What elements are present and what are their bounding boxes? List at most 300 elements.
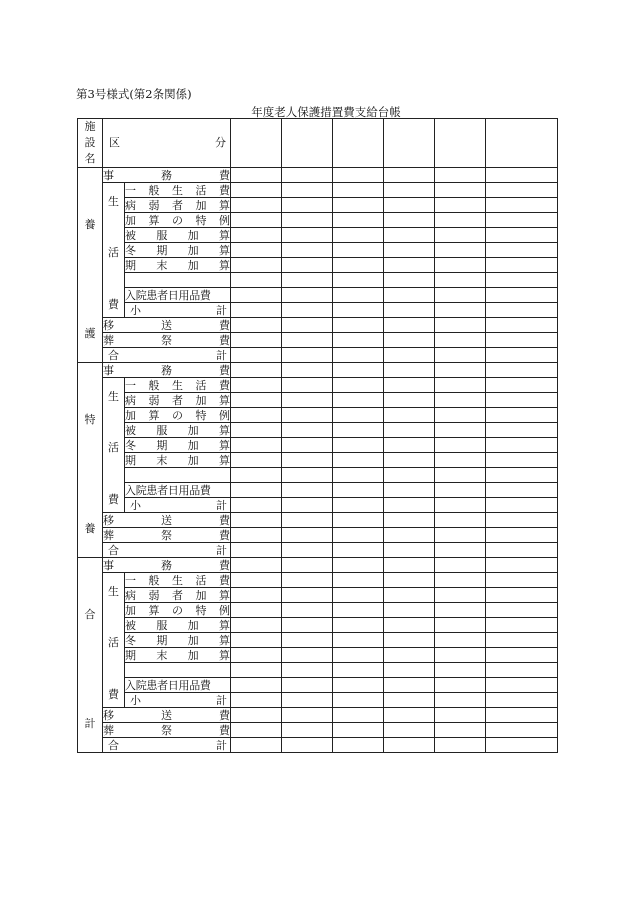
item-transport: 移送費 [103, 513, 230, 527]
value-cell[interactable] [231, 423, 282, 438]
value-cell[interactable] [333, 258, 384, 273]
value-cell[interactable] [333, 543, 384, 558]
value-cell[interactable] [486, 198, 558, 213]
table-row [78, 618, 558, 633]
value-cell[interactable] [282, 438, 333, 453]
value-cell[interactable] [384, 393, 435, 408]
value-cell[interactable] [384, 333, 435, 348]
value-cell[interactable] [486, 438, 558, 453]
table-row [78, 333, 558, 348]
value-cell[interactable] [486, 408, 558, 423]
value-cell[interactable] [384, 423, 435, 438]
item-total [103, 543, 231, 558]
value-cell[interactable] [231, 543, 282, 558]
value-cell[interactable] [486, 378, 558, 393]
value-cell[interactable] [486, 513, 558, 528]
value-cell[interactable] [384, 273, 435, 288]
value-cell[interactable] [282, 243, 333, 258]
value-cell[interactable] [435, 168, 486, 183]
value-cell[interactable] [231, 633, 282, 648]
value-cell[interactable] [486, 663, 558, 678]
value-cell[interactable] [435, 303, 486, 318]
value-cell[interactable] [333, 723, 384, 738]
value-cell[interactable] [231, 468, 282, 483]
value-cell[interactable] [231, 378, 282, 393]
item-transport: 移送費 [103, 318, 230, 332]
value-cell[interactable] [282, 738, 333, 753]
value-cell[interactable] [435, 588, 486, 603]
value-cell[interactable] [333, 513, 384, 528]
section-label [78, 168, 103, 363]
value-cell[interactable] [282, 648, 333, 663]
value-cell[interactable] [486, 483, 558, 498]
value-cell[interactable] [486, 678, 558, 693]
value-cell[interactable] [282, 288, 333, 303]
value-cell[interactable] [333, 183, 384, 198]
value-cell[interactable] [486, 618, 558, 633]
value-cell[interactable] [384, 288, 435, 303]
value-cell[interactable] [282, 318, 333, 333]
value-cell[interactable] [333, 423, 384, 438]
total-right: 計 [216, 739, 227, 752]
value-cell[interactable] [282, 393, 333, 408]
value-cell[interactable] [384, 438, 435, 453]
table-row [78, 288, 558, 303]
value-cell[interactable] [282, 228, 333, 243]
value-cell[interactable] [486, 573, 558, 588]
value-cell[interactable] [231, 453, 282, 468]
value-cell[interactable] [435, 723, 486, 738]
value-cell[interactable] [231, 618, 282, 633]
value-cell[interactable] [231, 348, 282, 363]
item-funeral: 葬祭費 [103, 723, 230, 737]
value-cell[interactable] [486, 693, 558, 708]
value-cell[interactable] [435, 513, 486, 528]
value-cell[interactable] [384, 588, 435, 603]
value-cell[interactable] [333, 603, 384, 618]
section-label-char: 護 [84, 327, 96, 340]
value-cell[interactable] [486, 498, 558, 513]
section-label-char: 合 [84, 608, 96, 621]
item-funeral: 葬祭費 [103, 333, 230, 347]
value-cell[interactable] [384, 378, 435, 393]
value-cell[interactable] [333, 273, 384, 288]
value-cell[interactable] [231, 183, 282, 198]
value-cell[interactable] [435, 318, 486, 333]
value-cell[interactable] [486, 303, 558, 318]
value-cell[interactable] [333, 333, 384, 348]
table-row [78, 228, 558, 243]
table-row [78, 648, 558, 663]
value-cell[interactable] [231, 258, 282, 273]
value-cell[interactable] [231, 168, 282, 183]
value-cell[interactable] [486, 723, 558, 738]
value-cell[interactable] [282, 513, 333, 528]
value-cell[interactable] [435, 663, 486, 678]
value-cell[interactable] [231, 663, 282, 678]
value-cell[interactable] [231, 318, 282, 333]
value-cell[interactable] [231, 333, 282, 348]
value-cell[interactable] [435, 333, 486, 348]
header-row [78, 119, 558, 168]
table-row [78, 543, 558, 558]
subtotal-right: 計 [216, 499, 227, 512]
value-cell[interactable] [435, 228, 486, 243]
item-addition-special: 加算の特例 [125, 603, 230, 617]
value-cell[interactable] [231, 588, 282, 603]
value-cell[interactable] [435, 633, 486, 648]
item-blank [125, 663, 231, 678]
value-cell[interactable] [384, 528, 435, 543]
value-cell[interactable] [282, 693, 333, 708]
value-cell[interactable] [231, 303, 282, 318]
table-row [78, 213, 558, 228]
value-cell[interactable] [435, 198, 486, 213]
value-cell[interactable] [231, 288, 282, 303]
value-cell[interactable] [282, 183, 333, 198]
value-cell[interactable] [486, 588, 558, 603]
value-cell[interactable] [435, 378, 486, 393]
value-cell[interactable] [486, 183, 558, 198]
value-cell[interactable] [231, 198, 282, 213]
value-cell[interactable] [333, 453, 384, 468]
value-cell[interactable] [384, 408, 435, 423]
value-cell[interactable] [486, 258, 558, 273]
value-cell[interactable] [435, 573, 486, 588]
value-cell[interactable] [282, 483, 333, 498]
total-left: 合 [108, 739, 119, 752]
value-cell[interactable] [231, 213, 282, 228]
value-cell[interactable] [435, 363, 486, 378]
value-cell[interactable] [333, 633, 384, 648]
value-cell[interactable] [333, 228, 384, 243]
table-row [78, 498, 558, 513]
value-cell[interactable] [435, 648, 486, 663]
value-cell[interactable] [282, 603, 333, 618]
value-cell[interactable] [282, 423, 333, 438]
value-cell[interactable] [486, 363, 558, 378]
value-cell[interactable] [282, 348, 333, 363]
value-cell[interactable] [231, 648, 282, 663]
value-cell[interactable] [435, 543, 486, 558]
value-cell[interactable] [231, 513, 282, 528]
value-cell[interactable] [435, 393, 486, 408]
item-winter-addition: 冬期加算 [125, 243, 230, 257]
value-cell[interactable] [384, 483, 435, 498]
value-cell[interactable] [282, 573, 333, 588]
value-cell[interactable] [333, 573, 384, 588]
value-cell[interactable] [333, 678, 384, 693]
item-subtotal [125, 693, 231, 708]
item-clothing-addition: 被服加算 [125, 618, 230, 632]
value-cell[interactable] [231, 273, 282, 288]
value-cell[interactable] [435, 498, 486, 513]
value-cell[interactable] [333, 468, 384, 483]
value-cell[interactable] [435, 453, 486, 468]
value-cell[interactable] [231, 738, 282, 753]
value-cell[interactable] [231, 693, 282, 708]
value-cell[interactable] [282, 258, 333, 273]
value-cell[interactable] [333, 393, 384, 408]
table-row [78, 453, 558, 468]
value-cell[interactable] [384, 573, 435, 588]
value-cell[interactable] [231, 708, 282, 723]
value-cell[interactable] [435, 618, 486, 633]
table-row [78, 693, 558, 708]
value-cell[interactable] [486, 168, 558, 183]
value-cell[interactable] [333, 243, 384, 258]
value-cell[interactable] [231, 483, 282, 498]
value-cell[interactable] [282, 663, 333, 678]
value-cell[interactable] [231, 408, 282, 423]
value-cell[interactable] [282, 119, 333, 168]
value-cell[interactable] [333, 408, 384, 423]
value-cell[interactable] [333, 558, 384, 573]
item-funeral: 葬祭費 [103, 528, 230, 542]
facility-header-char: 名 [84, 152, 96, 165]
living-expenses-char: 生 [108, 390, 119, 403]
value-cell[interactable] [384, 453, 435, 468]
subtotal-left: 小 [130, 499, 141, 512]
value-cell[interactable] [333, 648, 384, 663]
item-general-living: 一般生活費 [125, 573, 230, 587]
item-general-living: 一般生活費 [125, 378, 230, 392]
value-cell[interactable] [486, 558, 558, 573]
value-cell[interactable] [282, 333, 333, 348]
value-cell[interactable] [231, 678, 282, 693]
value-cell[interactable] [384, 618, 435, 633]
value-cell[interactable] [282, 558, 333, 573]
item-inpatient-daily-goods: 入院患者日用品費 [125, 288, 231, 303]
value-cell[interactable] [231, 723, 282, 738]
value-cell[interactable] [333, 738, 384, 753]
table-row [78, 198, 558, 213]
item-sick-addition: 病弱者加算 [125, 588, 230, 602]
value-cell[interactable] [435, 273, 486, 288]
item-office-expenses: 事務費 [103, 168, 230, 182]
value-cell[interactable] [435, 183, 486, 198]
value-cell[interactable] [486, 603, 558, 618]
item-office-expenses: 事務費 [103, 363, 230, 377]
value-cell[interactable] [435, 708, 486, 723]
value-cell[interactable] [282, 618, 333, 633]
item-yearend-addition: 期末加算 [125, 453, 230, 467]
value-cell[interactable] [384, 183, 435, 198]
value-cell[interactable] [384, 633, 435, 648]
total-right: 計 [216, 349, 227, 362]
value-cell[interactable] [333, 213, 384, 228]
value-cell[interactable] [384, 663, 435, 678]
item-subtotal [125, 498, 231, 513]
living-expenses-char: 費 [108, 688, 119, 701]
value-cell[interactable] [384, 318, 435, 333]
value-cell[interactable] [435, 243, 486, 258]
value-cell[interactable] [282, 528, 333, 543]
value-cell[interactable] [384, 348, 435, 363]
value-cell[interactable] [384, 543, 435, 558]
table-row [78, 393, 558, 408]
value-cell[interactable] [486, 228, 558, 243]
value-cell[interactable] [282, 678, 333, 693]
value-cell[interactable] [384, 213, 435, 228]
value-cell[interactable] [435, 678, 486, 693]
value-cell[interactable] [435, 528, 486, 543]
value-cell[interactable] [486, 453, 558, 468]
value-cell[interactable] [435, 483, 486, 498]
value-cell[interactable] [435, 423, 486, 438]
value-cell[interactable] [333, 663, 384, 678]
value-cell[interactable] [384, 513, 435, 528]
table-row [78, 273, 558, 288]
value-cell[interactable] [435, 693, 486, 708]
value-cell[interactable] [333, 288, 384, 303]
value-cell[interactable] [384, 738, 435, 753]
facility-name-header [78, 119, 103, 168]
table-row [78, 243, 558, 258]
value-cell[interactable] [231, 119, 282, 168]
value-cell[interactable] [384, 243, 435, 258]
value-cell[interactable] [231, 498, 282, 513]
value-cell[interactable] [486, 528, 558, 543]
value-cell[interactable] [486, 648, 558, 663]
value-cell[interactable] [333, 498, 384, 513]
item-yearend-addition: 期末加算 [125, 258, 230, 272]
value-cell[interactable] [384, 258, 435, 273]
value-cell[interactable] [486, 243, 558, 258]
value-cell[interactable] [486, 348, 558, 363]
section-label-char: 養 [84, 218, 96, 231]
value-cell[interactable] [282, 468, 333, 483]
value-cell[interactable] [435, 213, 486, 228]
value-cell[interactable] [282, 213, 333, 228]
value-cell[interactable] [333, 693, 384, 708]
value-cell[interactable] [384, 558, 435, 573]
value-cell[interactable] [384, 303, 435, 318]
value-cell[interactable] [486, 288, 558, 303]
division-header [103, 119, 231, 168]
value-cell[interactable] [282, 543, 333, 558]
value-cell[interactable] [333, 618, 384, 633]
value-cell[interactable] [384, 678, 435, 693]
item-clothing-addition: 被服加算 [125, 228, 230, 242]
value-cell[interactable] [384, 228, 435, 243]
value-cell[interactable] [282, 273, 333, 288]
value-cell[interactable] [231, 528, 282, 543]
value-cell[interactable] [282, 303, 333, 318]
value-cell[interactable] [486, 543, 558, 558]
value-cell[interactable] [486, 708, 558, 723]
value-cell[interactable] [231, 363, 282, 378]
value-cell[interactable] [384, 648, 435, 663]
value-cell[interactable] [282, 633, 333, 648]
value-cell[interactable] [231, 573, 282, 588]
value-cell[interactable] [282, 588, 333, 603]
value-cell[interactable] [282, 498, 333, 513]
value-cell[interactable] [486, 633, 558, 648]
value-cell[interactable] [435, 558, 486, 573]
item-general-living: 一般生活費 [125, 183, 230, 197]
value-cell[interactable] [384, 119, 435, 168]
value-cell[interactable] [435, 119, 486, 168]
value-cell[interactable] [435, 288, 486, 303]
living-expenses-char: 活 [108, 441, 119, 454]
value-cell[interactable] [486, 273, 558, 288]
value-cell[interactable] [231, 243, 282, 258]
value-cell[interactable] [282, 378, 333, 393]
living-expenses-char: 生 [108, 195, 119, 208]
value-cell[interactable] [384, 723, 435, 738]
value-cell[interactable] [384, 693, 435, 708]
value-cell[interactable] [384, 603, 435, 618]
value-cell[interactable] [384, 708, 435, 723]
value-cell[interactable] [384, 198, 435, 213]
value-cell[interactable] [282, 723, 333, 738]
value-cell[interactable] [486, 468, 558, 483]
value-cell[interactable] [435, 603, 486, 618]
value-cell[interactable] [384, 468, 435, 483]
value-cell[interactable] [282, 408, 333, 423]
value-cell[interactable] [486, 738, 558, 753]
value-cell[interactable] [231, 558, 282, 573]
table-row [78, 363, 558, 378]
value-cell[interactable] [333, 363, 384, 378]
value-cell[interactable] [435, 258, 486, 273]
value-cell[interactable] [282, 708, 333, 723]
value-cell[interactable] [333, 483, 384, 498]
value-cell[interactable] [282, 198, 333, 213]
value-cell[interactable] [231, 438, 282, 453]
table-row [78, 513, 558, 528]
value-cell[interactable] [333, 119, 384, 168]
item-inpatient-daily-goods: 入院患者日用品費 [125, 678, 231, 693]
value-cell[interactable] [282, 453, 333, 468]
value-cell[interactable] [333, 318, 384, 333]
table-row [78, 588, 558, 603]
value-cell[interactable] [486, 333, 558, 348]
value-cell[interactable] [333, 708, 384, 723]
item-subtotal [125, 303, 231, 318]
item-winter-addition: 冬期加算 [125, 633, 230, 647]
value-cell[interactable] [384, 498, 435, 513]
value-cell[interactable] [333, 438, 384, 453]
value-cell[interactable] [435, 348, 486, 363]
value-cell[interactable] [435, 438, 486, 453]
value-cell[interactable] [435, 468, 486, 483]
value-cell[interactable] [282, 363, 333, 378]
value-cell[interactable] [231, 603, 282, 618]
value-cell[interactable] [435, 738, 486, 753]
item-sick-addition: 病弱者加算 [125, 198, 230, 212]
value-cell[interactable] [333, 378, 384, 393]
value-cell[interactable] [282, 168, 333, 183]
value-cell[interactable] [333, 168, 384, 183]
value-cell[interactable] [384, 168, 435, 183]
value-cell[interactable] [486, 213, 558, 228]
value-cell[interactable] [435, 408, 486, 423]
value-cell[interactable] [486, 318, 558, 333]
value-cell[interactable] [231, 228, 282, 243]
value-cell[interactable] [231, 393, 282, 408]
value-cell[interactable] [333, 348, 384, 363]
value-cell[interactable] [486, 393, 558, 408]
value-cell[interactable] [486, 423, 558, 438]
value-cell[interactable] [333, 303, 384, 318]
value-cell[interactable] [333, 588, 384, 603]
value-cell[interactable] [333, 198, 384, 213]
value-cell[interactable] [486, 119, 558, 168]
value-cell[interactable] [333, 528, 384, 543]
value-cell[interactable] [384, 363, 435, 378]
